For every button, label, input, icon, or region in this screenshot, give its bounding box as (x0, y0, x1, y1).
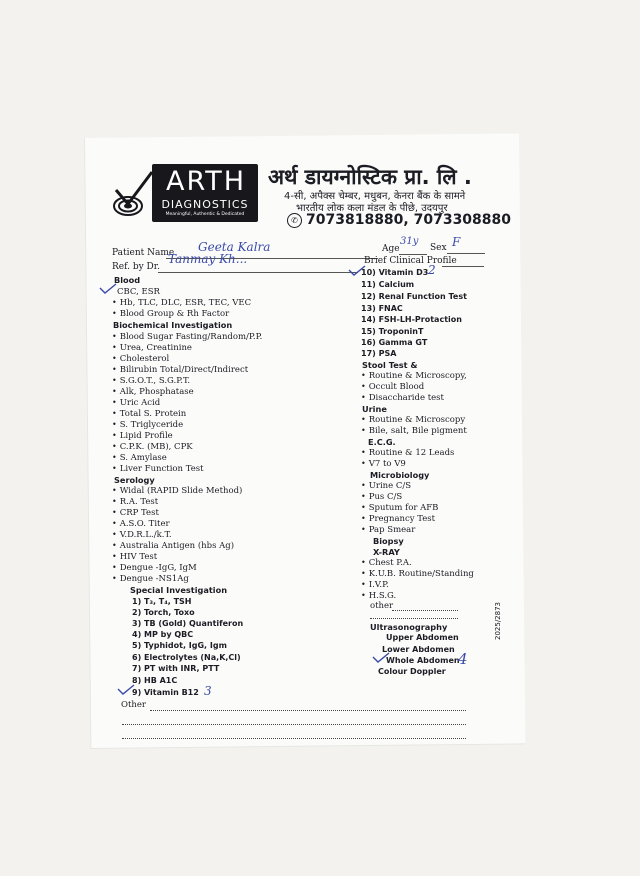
serial-number: 2025/2873 (494, 602, 502, 640)
test-hb: • Hb, TLC, DLC, ESR, TEC, VEC (112, 298, 251, 308)
ref-dr-value: Tanmay Kh... (168, 252, 248, 266)
special-8: 8) HB A1C (132, 676, 178, 685)
section-ecg: E.C.G. (368, 437, 396, 447)
right-other-line-1 (392, 610, 458, 611)
test-cholesterol: • Cholesterol (112, 354, 169, 364)
test-triglyceride: • S. Triglyceride (112, 420, 183, 430)
patient-name-value: Geeta Kalra (198, 240, 271, 254)
test-blood-sugar: • Blood Sugar Fasting/Random/P.P. (112, 332, 262, 342)
phone-icon: ✆ (287, 213, 302, 228)
usg-lower: Lower Abdomen (382, 645, 455, 654)
tick-mark-icon (99, 283, 117, 295)
hindi-company-name: अर्थ डायग्नोस्टिक प्रा. लि . (268, 165, 472, 189)
test-protein: • Total S. Protein (112, 409, 186, 419)
sex-value: F (452, 235, 461, 249)
xray-hsg: • H.S.G. (361, 591, 396, 601)
address-line-1: 4-सी, अपैक्स चेम्बर, मधुबन, केनरा बैंक के सामने (284, 191, 466, 202)
stool-routine: • Routine & Microscopy, (361, 371, 467, 381)
phone-text: 7073818880, 7073308880 (306, 212, 512, 228)
patient-name-label: Patient Name (112, 248, 175, 258)
other-line-2 (122, 724, 466, 725)
urine-bile: • Bile, salt, Bile pigment (361, 426, 467, 436)
test-cpk: • C.P.K. (MB), CPK (112, 442, 193, 452)
test-lft: • Liver Function Test (112, 464, 204, 474)
test-dengue-igg: • Dengue -IgG, IgM (112, 563, 197, 573)
urine-routine: • Routine & Microscopy (361, 415, 465, 425)
xray-ivp: • I.V.P. (361, 580, 389, 590)
age-line (399, 254, 427, 255)
test-sgot: • S.G.O.T., S.G.P.T. (112, 376, 190, 386)
address-line-2: भारतीय लोक कला मंडल के पीछे, उदयपुर (296, 203, 448, 214)
ref-dr-label: Ref. by Dr. (112, 262, 160, 272)
test-calcium: 11) Calcium (361, 280, 415, 289)
xray-chest: • Chest P.A. (361, 558, 412, 568)
section-biochemical: Biochemical Investigation (113, 320, 233, 330)
other-label: Other (121, 700, 146, 710)
test-aso: • A.S.O. Titer (112, 519, 170, 529)
target-check-icon (112, 168, 156, 218)
usg-upper: Upper Abdomen (386, 633, 459, 642)
test-fsh-lh: 14) FSH-LH-Protaction (361, 315, 462, 324)
clinical-profile-label: Brief Clinical Profile (364, 256, 457, 266)
age-label: Age (382, 244, 400, 254)
micro-urine: • Urine C/S (361, 481, 411, 491)
brand-tagline: Meaningful, Authentic & Dedicated (165, 212, 245, 217)
other-line-1 (150, 710, 466, 711)
test-fnac: 13) FNAC (361, 304, 403, 313)
section-urine: Urine (362, 404, 387, 414)
special-3: 3) TB (Gold) Quantiferon (132, 619, 244, 628)
test-dengue-ns1: • Dengue -NS1Ag (112, 574, 189, 584)
test-lipid: • Lipid Profile (112, 431, 173, 441)
logo-box (152, 164, 258, 222)
special-2: 2) Torch, Toxo (132, 608, 195, 617)
ecg-v7: • V7 to V9 (361, 459, 406, 469)
test-bilirubin: • Bilirubin Total/Direct/Indirect (112, 365, 248, 375)
other-line-3 (122, 738, 466, 739)
test-cbc: CBC, ESR (117, 287, 160, 297)
test-uric: • Uric Acid (112, 398, 160, 408)
micro-pregnancy: • Pregnancy Test (361, 514, 435, 524)
ecg-routine: • Routine & 12 Leads (361, 448, 454, 458)
special-5: 5) Typhidot, IgG, Igm (132, 641, 227, 650)
test-blood-group: • Blood Group & Rh Factor (112, 309, 229, 319)
test-australia: • Australia Antigen (hbs Ag) (112, 541, 234, 551)
special-9: 9) Vitamin B12 (132, 688, 199, 697)
test-psa: 17) PSA (361, 349, 397, 358)
right-other-line-2 (370, 618, 458, 619)
section-blood: Blood (114, 275, 141, 285)
sex-label: Sex (430, 243, 447, 253)
clinical-profile-line (442, 266, 484, 267)
micro-sputum: • Sputum for AFB (361, 503, 438, 513)
section-special: Special Investigation (130, 585, 228, 595)
brand-sub: DIAGNOSTICS (161, 198, 249, 211)
test-gamma-gt: 16) Gamma GT (361, 338, 428, 347)
section-microbiology: Microbiology (370, 470, 430, 480)
test-vdrl: • V.D.R.L./k.T. (112, 530, 172, 540)
brand-name: ARTH (165, 166, 247, 197)
section-biopsy: Biopsy (373, 536, 404, 546)
special-1: 1) T₃, T₄, TSH (132, 597, 192, 606)
special-4: 4) MP by QBC (132, 630, 194, 639)
phone-numbers (287, 212, 511, 228)
section-ultrasonography: Ultrasonography (370, 622, 448, 632)
age-value: 31y (400, 236, 419, 247)
test-alk: • Alk, Phosphatase (112, 387, 194, 397)
whole-abdomen-mark: 4 (458, 650, 468, 668)
xray-kub: • K.U.B. Routine/Standing (361, 569, 474, 579)
section-stool: Stool Test & (362, 360, 418, 370)
special-7: 7) PT with INR, PTT (132, 664, 220, 673)
ref-dr-line (158, 272, 358, 273)
test-crp: • CRP Test (112, 508, 159, 518)
test-vitamin-d3: 10) Vitamin D3 (361, 268, 429, 277)
sex-line (447, 253, 485, 254)
right-other-label: other (370, 601, 394, 611)
test-ra: • R.A. Test (112, 497, 158, 507)
usg-whole: Whole Abdomen (386, 656, 460, 665)
test-troponin: 15) TroponinT (361, 327, 424, 336)
usg-doppler: Colour Doppler (378, 667, 446, 676)
micro-pus: • Pus C/S (361, 492, 402, 502)
test-widal: • Widal (RAPID Slide Method) (112, 486, 242, 496)
test-renal: 12) Renal Function Test (361, 292, 467, 301)
stool-disaccharide: • Disaccharide test (361, 393, 444, 403)
section-xray: X-RAY (373, 547, 400, 557)
section-serology: Serology (114, 475, 155, 485)
micro-pap: • Pap Smear (361, 525, 415, 535)
vitamin-d3-mark: 2 (428, 263, 436, 277)
test-urea: • Urea, Creatinine (112, 343, 192, 353)
brand-logo (112, 162, 260, 224)
test-amylase: • S. Amylase (112, 453, 167, 463)
vitamin-b12-mark: 3 (204, 684, 212, 698)
stool-occult: • Occult Blood (361, 382, 424, 392)
special-6: 6) Electrolytes (Na,K,Cl) (132, 653, 241, 662)
test-hiv: • HIV Test (112, 552, 157, 562)
